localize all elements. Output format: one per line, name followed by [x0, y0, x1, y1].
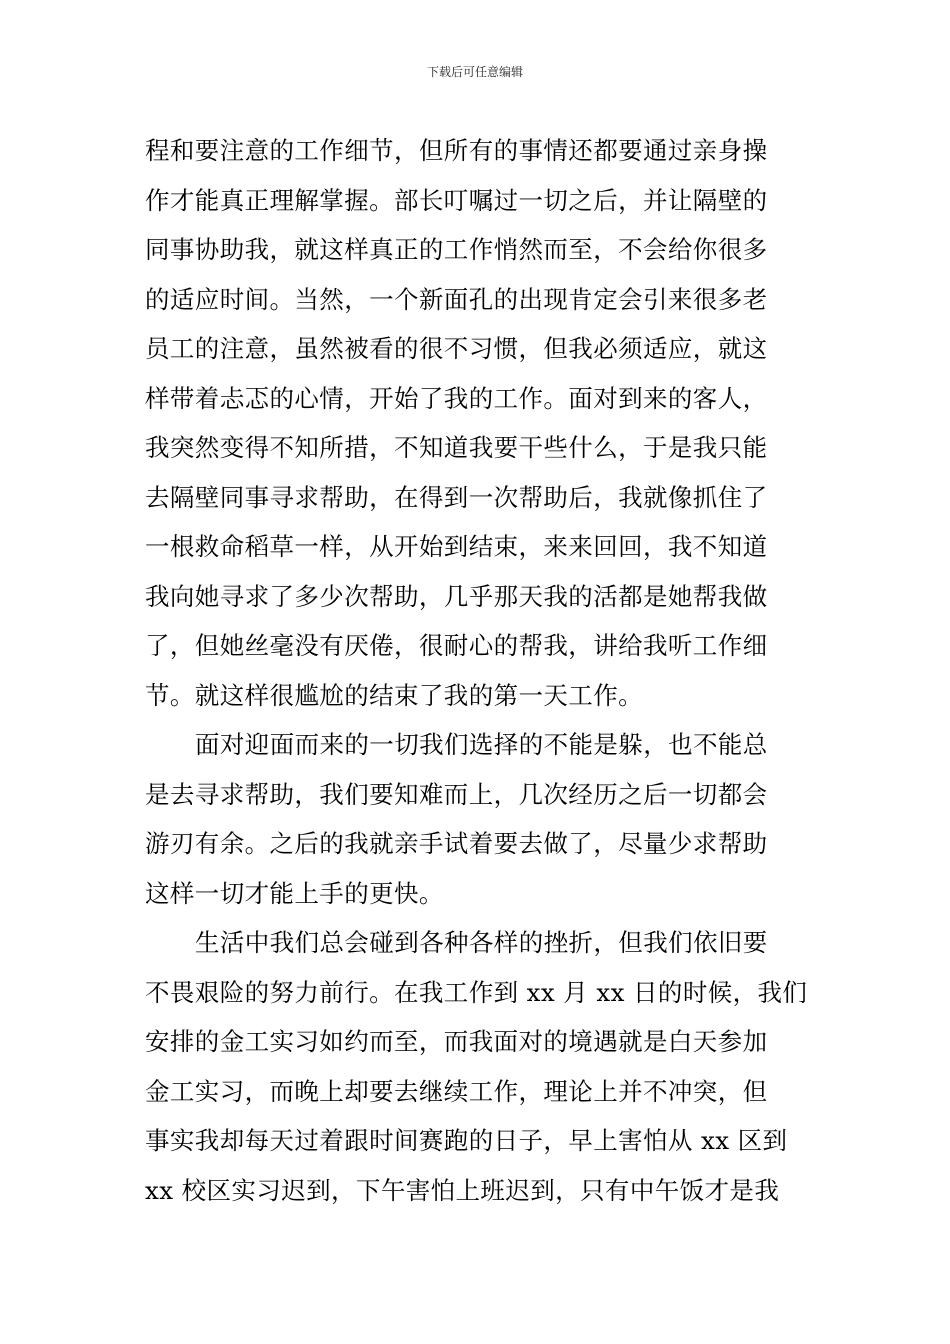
text-line: 作才能真正理解掌握。部长叮嘱过一切之后，并让隔壁的	[145, 185, 768, 215]
text-line: 员工的注意，虽然被看的很不习惯，但我必须适应，就这	[145, 334, 768, 363]
text-line: 这样一切才能上手的更快。	[145, 878, 444, 908]
text-line: 游刃有余。之后的我就亲手试着要去做了，尽量少求帮助	[145, 829, 768, 858]
text-line: 金工实习，而晚上却要去继续工作，理论上并不冲突，但	[145, 1076, 768, 1106]
text-line: 同事协助我，就这样真正的工作悄然而至，不会给你很多	[145, 235, 768, 264]
text-line: 我突然变得不知所措，不知道我要干些什么，于是我只能	[145, 433, 768, 462]
text-line: 的适应时间。当然，一个新面孔的出现肯定会引来很多老	[145, 284, 768, 314]
text-line: 是去寻求帮助，我们要知难而上，几次经历之后一切都会	[145, 779, 768, 809]
paragraph-first-line: 生活中我们总会碰到各种各样的挫折，但我们依旧要	[195, 928, 768, 957]
text-line: 节。就这样很尴尬的结束了我的第一天工作。	[145, 680, 643, 710]
text-line: 事实我却每天过着跟时间赛跑的日子，早上害怕从 xx 区到	[145, 1126, 788, 1155]
text-line: 去隔壁同事寻求帮助，在得到一次帮助后，我就像抓住了	[145, 482, 768, 512]
text-line: 我向她寻求了多少次帮助，几乎那天我的活都是她帮我做	[145, 581, 768, 611]
text-line: 安排的金工实习如约而至，而我面对的境遇就是白天参加	[145, 1027, 768, 1056]
text-line: 样带着忐忑的心情，开始了我的工作。面对到来的客人，	[145, 383, 768, 413]
text-line: 一根救命稻草一样，从开始到结束，来来回回，我不知道	[145, 532, 768, 561]
paragraph-first-line: 面对迎面而来的一切我们选择的不能是躲，也不能总	[195, 730, 768, 759]
text-line: 不畏艰险的努力前行。在我工作到 xx 月 xx 日的时候，我们	[145, 977, 808, 1007]
document-body	[145, 126, 807, 1215]
text-line: 程和要注意的工作细节，但所有的事情还都要通过亲身操	[145, 136, 768, 165]
page-header: 下载后可任意编辑	[426, 65, 523, 79]
text-line: 了，但她丝毫没有厌倦，很耐心的帮我，讲给我听工作细	[145, 631, 768, 660]
text-line: xx 校区实习迟到，下午害怕上班迟到，只有中午饭才是我	[145, 1175, 780, 1205]
